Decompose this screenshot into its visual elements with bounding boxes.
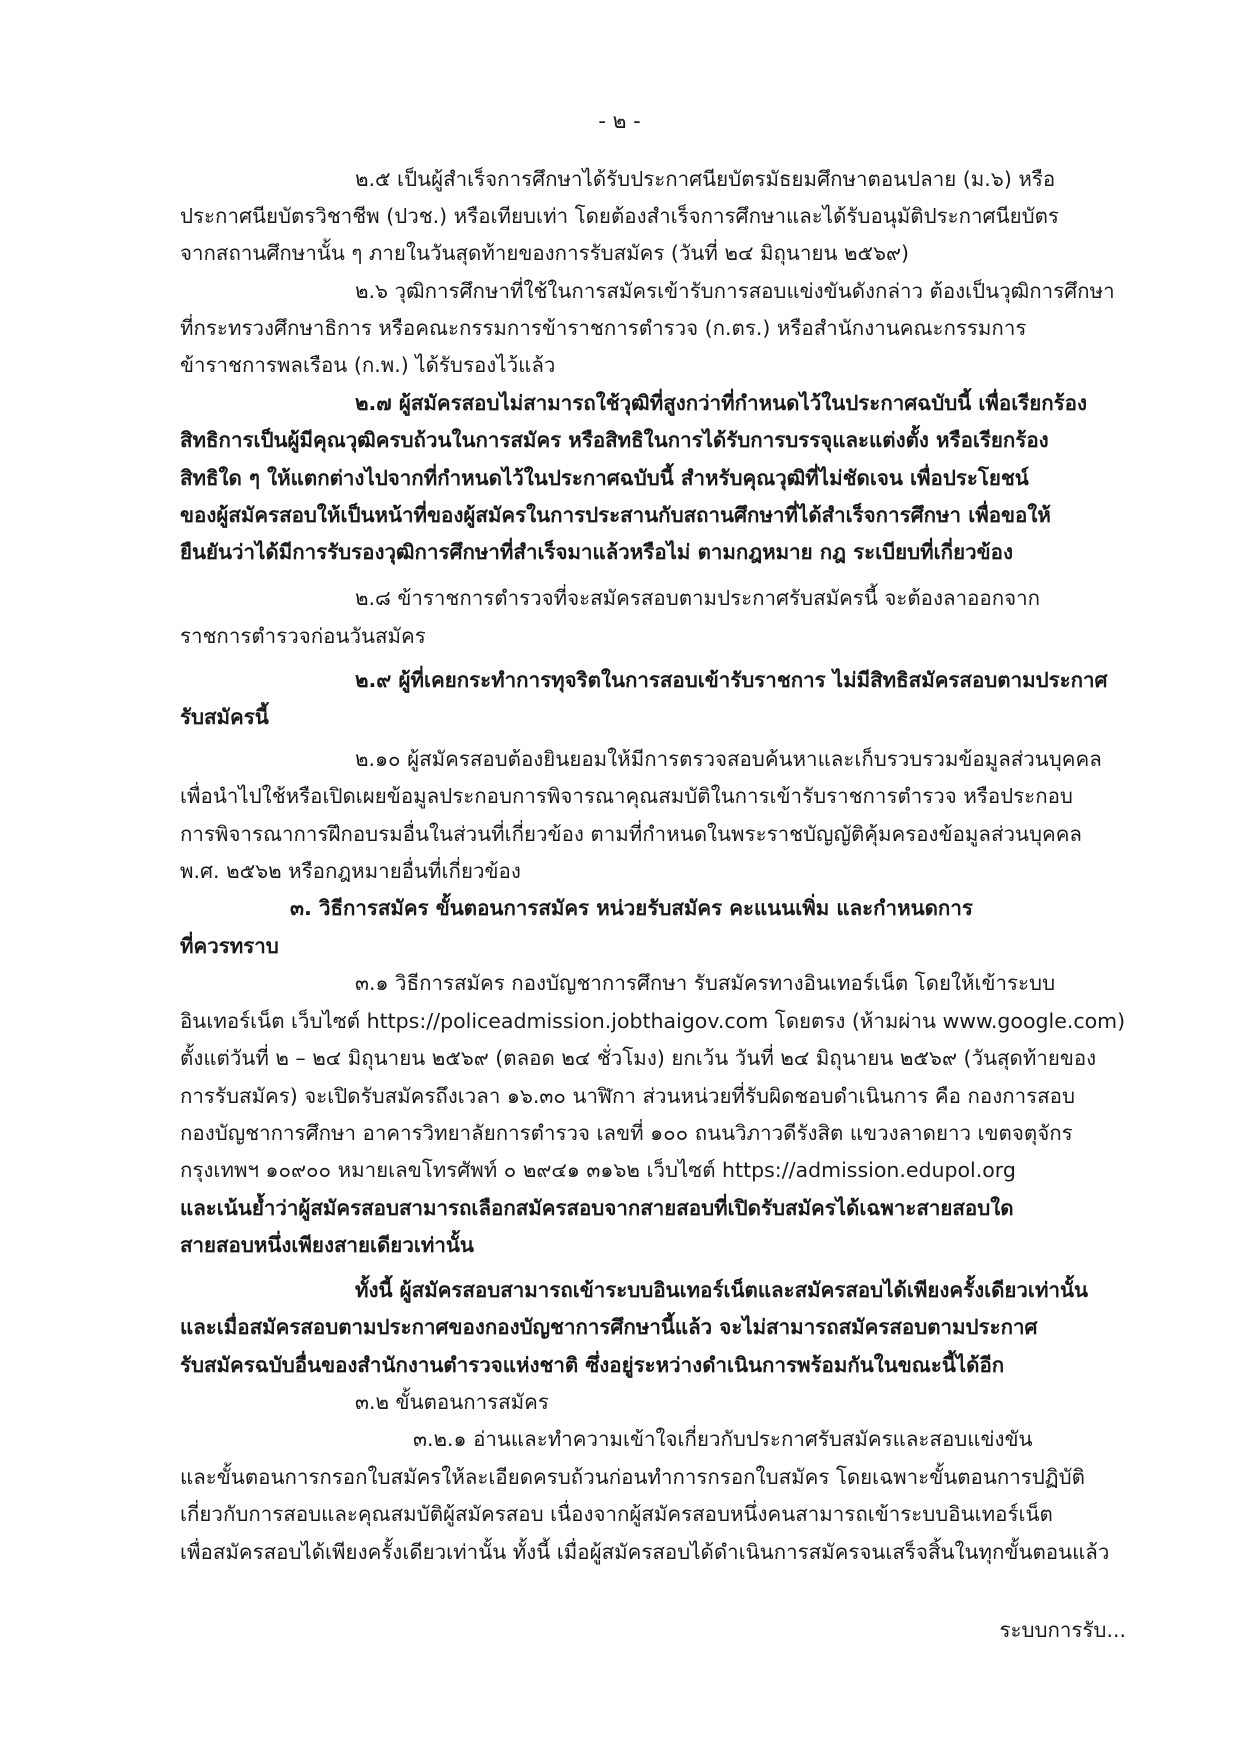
text-line: ๒.๖ วุฒิการศึกษาที่ใช้ในการสมัครเข้ารับการสอบแข่งขันดังกล่าว ต้องเป็นวุฒิการศึกษา <box>355 279 1115 303</box>
text-line: สายสอบหนึ่งเพียงสายเดียวเท่านั้น <box>180 1233 474 1257</box>
text-line: อินเทอร์เน็ต เว็บไซต์ https://policeadmission.jobthaigov.com โดยตรง (ห้ามผ่าน www.google.com) <box>180 1009 1126 1033</box>
text-line: ๒.๘ ข้าราชการตำรวจที่จะสมัครสอบตามประกาศรับสมัครนี้ จะต้องลาออกจาก <box>355 586 1041 610</box>
text-line: รับสมัครฉบับอื่นของสำนักงานตำรวจแห่งชาติ ซึ่งอยู่ระหว่างดำเนินการพร้อมกันในขณะนี้ได้อีก <box>180 1353 1005 1377</box>
text-line: รับสมัครนี้ <box>180 705 269 729</box>
text-line: ๒.๗ ผู้สมัครสอบไม่สามารถใช้วุฒิที่สูงกว่าที่กำหนดไว้ในประกาศฉบับนี้ เพื่อเรียกร้อง <box>355 391 1088 415</box>
text-line: กรุงเทพฯ ๑๐๙๐๐ หมายเลขโทรศัพท์ ๐ ๒๙๔๑ ๓๑๖๒ เว็บไซต์ https://admission.edupol.org <box>180 1158 1016 1182</box>
text-line: ประกาศนียบัตรวิชาชีพ (ปวช.) หรือเทียบเท่า โดยต้องสำเร็จการศึกษาและได้รับอนุมัติประกาศนียบัตร <box>180 204 1059 228</box>
text-line: ๓.๒.๑ อ่านและทำความเข้าใจเกี่ยวกับประกาศรับสมัครและสอบแข่งขัน <box>413 1427 1033 1451</box>
continuation-footer: ระบบการรับ... <box>999 1618 1126 1642</box>
text-line: ๒.๙ ผู้ที่เคยกระทำการทุจริตในการสอบเข้ารับราชการ ไม่มีสิทธิสมัครสอบตามประกาศ <box>355 668 1108 692</box>
text-line: การรับสมัคร) จะเปิดรับสมัครถึงเวลา ๑๖.๓๐ นาฬิกา ส่วนหน่วยที่รับผิดชอบดำเนินการ คือ กองการสอบ <box>180 1084 1075 1108</box>
text-line: จากสถานศึกษานั้น ๆ ภายในวันสุดท้ายของการรับสมัคร (วันที่ ๒๔ มิถุนายน ๒๕๖๙) <box>180 241 910 265</box>
subsection-heading: ๓.๒ ขั้นตอนการสมัคร <box>355 1390 549 1414</box>
text-line: ยืนยันว่าได้มีการรับรองวุฒิการศึกษาที่สำเร็จมาแล้วหรือไม่ ตามกฎหมาย กฎ ระเบียบที่เกี่ยวข้อง <box>180 540 1013 564</box>
text-line: ๒.๑๐ ผู้สมัครสอบต้องยินยอมให้มีการตรวจสอบค้นหาและเก็บรวบรวมข้อมูลส่วนบุคคล <box>355 747 1102 771</box>
text-line: เพื่อสมัครสอบได้เพียงครั้งเดียวเท่านั้น ทั้งนี้ เมื่อผู้สมัครสอบได้ดำเนินการสมัครจนเสร็จสิ้นในทุกขั้นตอนแล้ว <box>180 1540 1110 1564</box>
text-line: เพื่อนำไปใช้หรือเปิดเผยข้อมูลประกอบการพิจารณาคุณสมบัติในการเข้ารับราชการตำรวจ หรือประกอบ <box>180 784 1073 808</box>
text-line: ที่กระทรวงศึกษาธิการ หรือคณะกรรมการข้าราชการตำรวจ (ก.ตร.) หรือสำนักงานคณะกรรมการ <box>180 316 1027 340</box>
text-line: และเน้นย้ำว่าผู้สมัครสอบสามารถเลือกสมัครสอบจากสายสอบที่เปิดรับสมัครได้เฉพาะสายสอบใด <box>180 1196 1014 1220</box>
text-line: สิทธิใด ๆ ให้แตกต่างไปจากที่กำหนดไว้ในประกาศฉบับนี้ สำหรับคุณวุฒิที่ไม่ชัดเจน เพื่อประโยชน์ <box>180 466 1029 490</box>
text-line: สิทธิการเป็นผู้มีคุณวุฒิครบถ้วนในการสมัคร หรือสิทธิในการได้รับการบรรจุและแต่งตั้ง หรือเรียกร้อง <box>180 428 1049 452</box>
text-line: ๒.๕ เป็นผู้สำเร็จการศึกษาได้รับประกาศนียบัตรมัธยมศึกษาตอนปลาย (ม.๖) หรือ <box>355 167 1056 191</box>
text-line: ทั้งนี้ ผู้สมัครสอบสามารถเข้าระบบอินเทอร์เน็ตและสมัครสอบได้เพียงครั้งเดียวเท่านั้น <box>355 1278 1088 1302</box>
text-line: ราชการตำรวจก่อนวันสมัคร <box>180 624 426 648</box>
section-heading: ๓. วิธีการสมัคร ขั้นตอนการสมัคร หน่วยรับสมัคร คะแนนเพิ่ม และกำหนดการ <box>290 896 973 920</box>
page-number: - ๒ - <box>598 109 641 133</box>
text-line: พ.ศ. ๒๕๖๒ หรือกฎหมายอื่นที่เกี่ยวข้อง <box>180 859 521 883</box>
text-line: การพิจารณาการฝึกอบรมอื่นในส่วนที่เกี่ยวข้อง ตามที่กำหนดในพระราชบัญญัติคุ้มครองข้อมูลส่วนบุคคล <box>180 822 1082 846</box>
text-line: เกี่ยวกับการสอบและคุณสมบัติผู้สมัครสอบ เนื่องจากผู้สมัครสอบหนึ่งคนสามารถเข้าระบบอินเทอร์เน็ต <box>180 1502 1053 1526</box>
text-line: ของผู้สมัครสอบให้เป็นหน้าที่ของผู้สมัครในการประสานกับสถานศึกษาที่ได้สำเร็จการศึกษา เพื่อขอให้ <box>180 503 1051 527</box>
text-line: กองบัญชาการศึกษา อาคารวิทยาลัยการตำรวจ เลขที่ ๑๐๐ ถนนวิภาวดีรังสิต แขวงลาดยาว เขตจตุจักร <box>180 1121 1073 1145</box>
text-line: ๓.๑ วิธีการสมัคร กองบัญชาการศึกษา รับสมัครทางอินเทอร์เน็ต โดยให้เข้าระบบ <box>355 971 1056 995</box>
text-line: ตั้งแต่วันที่ ๒ – ๒๔ มิถุนายน ๒๕๖๙ (ตลอด ๒๔ ชั่วโมง) ยกเว้น วันที่ ๒๔ มิถุนายน ๒๕๖๙ (วันสุดท้ายของ <box>180 1046 1097 1070</box>
section-heading: ที่ควรทราบ <box>180 934 279 958</box>
text-line: และเมื่อสมัครสอบตามประกาศของกองบัญชาการศึกษานี้แล้ว จะไม่สามารถสมัครสอบตามประกาศ <box>180 1315 1038 1339</box>
text-line: และขั้นตอนการกรอกใบสมัครให้ละเอียดครบถ้วนก่อนทำการกรอกใบสมัคร โดยเฉพาะขั้นตอนการปฏิบัติ <box>180 1465 1085 1489</box>
text-line: ข้าราชการพลเรือน (ก.พ.) ได้รับรองไว้แล้ว <box>180 353 556 377</box>
